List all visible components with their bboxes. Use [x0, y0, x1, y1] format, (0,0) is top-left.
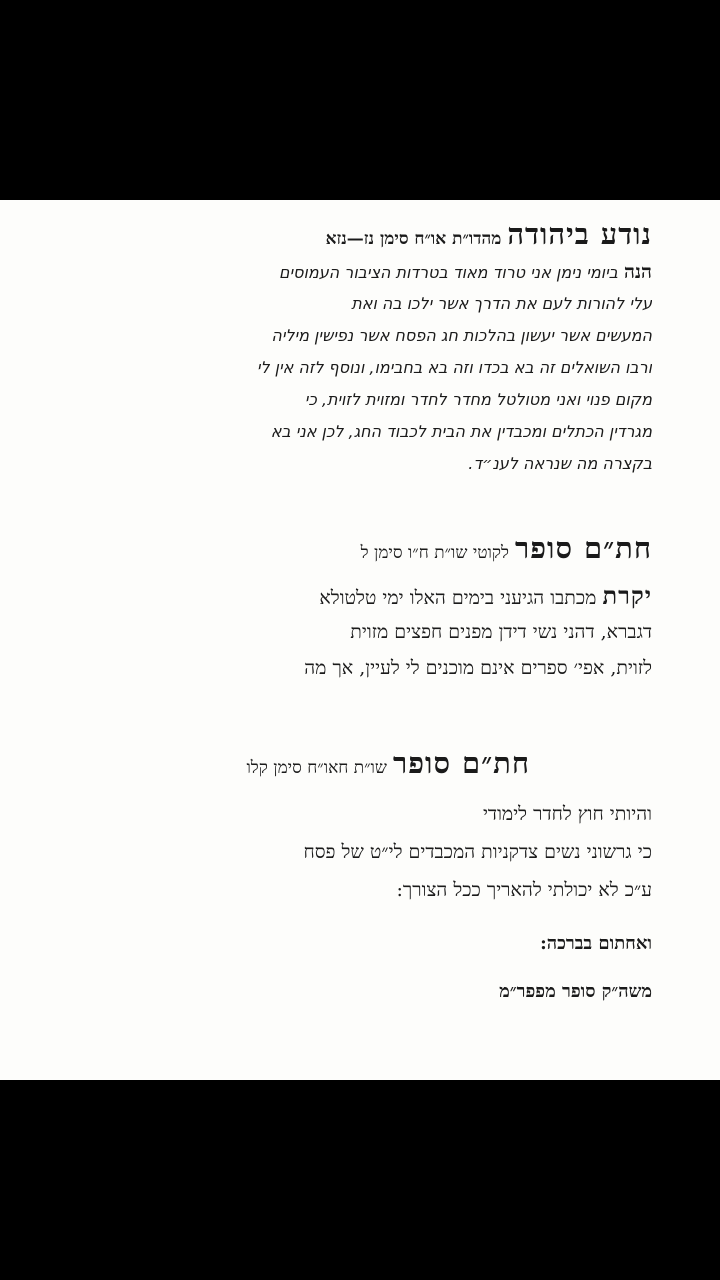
section2-title-main: חת״ם סופר	[515, 531, 652, 565]
section2-lead-word: יקרת	[602, 581, 652, 610]
section2-line-1	[58, 580, 652, 614]
section2-text: מכתבו הגיעני בימים האלו ימי טלטולא	[319, 587, 597, 609]
section2-title	[58, 526, 652, 570]
section1-line-6: מגרדין הכתלים ומכבדין את הבית לכבוד החג, לכן אני בא	[270, 422, 652, 441]
section1-title	[58, 214, 652, 254]
section1-line-7: בקצרה מה שנראה לענ״ד.	[468, 454, 652, 473]
section1-line-5: מקום פנוי ואני מטולטל מחדר לחדר ומזוית לזוית, כי	[304, 390, 652, 409]
section2-line-3: לזוית, אפי׳ ספרים אינם מוכנים לי לעיין, אך מה	[304, 657, 652, 679]
section1-line-1	[58, 256, 652, 289]
section3-title-source: שו״ת חאו״ח סימן קלו	[246, 758, 387, 778]
section1-title-source: מהדו״ת או״ח סימן נז—נזא	[325, 229, 502, 249]
signature: משה״ק סופר מפפר״מ	[499, 981, 652, 1002]
section3-line-2: כי גרשוני נשים צדקניות המכבדים לי״ט של פסח	[303, 841, 652, 863]
document-page	[0, 200, 720, 1080]
section3-line-1: והיותי חוץ לחדר לימודי	[482, 803, 652, 825]
section1-line-2: עלי להורות לעם את הדרך אשר ילכו בה ואת	[351, 294, 652, 313]
section1-title-main: נודע ביהודה	[507, 217, 652, 251]
section1-lead-word: הנה	[623, 261, 652, 283]
closing-text: ואחתום בברכה:	[540, 933, 652, 954]
section2-title-source: לקוטי שו״ת ח״ו סימן ל	[360, 543, 509, 563]
section2-line-2: דגברא, דהני נשי דידן מפנים חפצים מזוית	[350, 621, 652, 643]
section3-title	[58, 740, 530, 786]
section1-line-3: המעשים אשר יעשון בהלכות חג הפסח אשר נפישין מיליה	[271, 326, 652, 345]
section3-line-3: ע״כ לא יכולתי להאריך ככל הצורך:	[396, 879, 652, 901]
section1-line-4: ורבו השואלים זה בא בכדו וזה בא בחבימו, ונוסף לזה אין לי	[256, 358, 652, 377]
section3-title-main: חת״ם סופר	[393, 746, 530, 780]
section1-text: ביומי נימן אני טרוד מאוד בטרדות הציבור העמוסים	[278, 263, 618, 282]
